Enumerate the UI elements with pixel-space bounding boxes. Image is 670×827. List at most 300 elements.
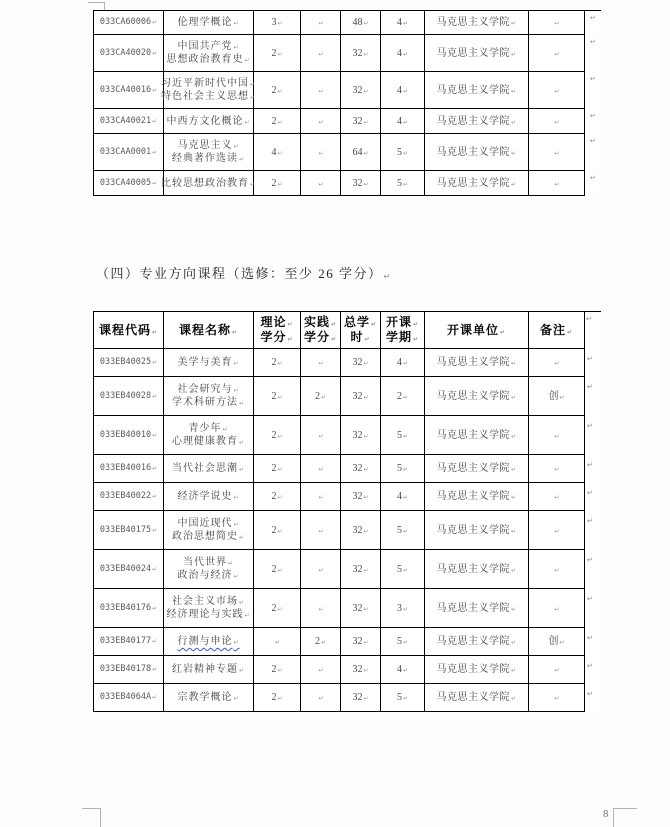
cell-theory (254, 72, 301, 109)
cell-practice-text (317, 602, 323, 615)
column-header-note-line: 备注↵ (539, 322, 574, 337)
end-of-cell-mark-icon: ↵ (554, 566, 560, 574)
end-of-cell-mark-icon: ↵ (364, 336, 371, 343)
table-row (93, 416, 601, 455)
end-of-cell-mark-icon: ↵ (554, 118, 560, 126)
end-of-cell-mark-icon: ↵ (277, 393, 283, 401)
cell-name (164, 377, 254, 416)
end-of-cell-mark-icon: ↵ (152, 666, 158, 673)
cell-theory-line: 2↵ (271, 524, 283, 536)
cell-unit (425, 416, 529, 455)
cell-practice-line (317, 177, 323, 190)
cell-hours (341, 171, 381, 196)
cell-term (381, 171, 425, 196)
cell-theory-text (271, 356, 282, 369)
cell-note (529, 589, 585, 628)
end-of-cell-mark-icon: ↵ (554, 667, 560, 674)
cell-practice-line (317, 356, 323, 369)
end-of-cell-mark-icon: ↵ (510, 20, 517, 27)
column-header-note (529, 311, 585, 349)
cell-term (381, 589, 425, 628)
cell-term-line: 5↵ (396, 177, 409, 189)
cell-hours (341, 109, 381, 134)
end-of-cell-mark-icon: ↵ (587, 517, 593, 525)
cell-code-line: 033CAA0001↵ (99, 146, 158, 157)
column-header-hours-line: 时↵ (350, 330, 371, 344)
cell-note-text (553, 146, 559, 159)
cell-code (93, 656, 164, 684)
cell-term (381, 684, 425, 712)
cell-term-line: 2↵ (396, 390, 409, 402)
cell-name-text (177, 635, 239, 648)
cell-hours-line: 32↵ (352, 664, 369, 675)
cell-unit-text (436, 429, 516, 442)
table-row (93, 455, 601, 483)
column-header-term-text (386, 330, 419, 345)
cell-note (529, 377, 585, 416)
cell-practice-line: 2↵ (314, 636, 327, 647)
end-of-row-mark (585, 109, 601, 134)
cell-term-text (397, 115, 408, 128)
cell-theory (254, 589, 301, 628)
end-of-cell-mark-icon: ↵ (320, 639, 327, 646)
column-header-practice-text (304, 330, 337, 345)
crop-mark-top-left-vertical (104, 2, 105, 10)
cell-code-text (100, 691, 157, 704)
cell-name-line: 经济学说史↵ (177, 491, 240, 502)
cell-practice (301, 349, 341, 377)
cell-unit-text (436, 16, 516, 29)
cell-hours-line: 48↵ (352, 17, 369, 28)
cell-note-text (553, 356, 559, 369)
cell-theory-text (271, 429, 282, 442)
cell-code-line: 033CA40021↵ (99, 115, 158, 126)
cell-practice-line (317, 524, 323, 537)
end-of-cell-mark-icon: ↵ (233, 521, 240, 528)
cell-note-text (553, 691, 559, 704)
cell-note-text (553, 47, 559, 60)
cell-note-text (553, 16, 559, 29)
cell-name-text (161, 77, 256, 90)
cell-term (381, 628, 425, 656)
cell-code-line: 033CA40016↵ (99, 84, 158, 95)
cell-practice-line (317, 84, 323, 97)
cell-theory-text (271, 563, 282, 576)
end-of-cell-mark-icon: ↵ (510, 87, 517, 95)
end-of-cell-mark-icon: ↵ (249, 81, 257, 88)
cell-note-text (553, 663, 559, 676)
cell-name (164, 10, 254, 35)
cell-name-text (177, 356, 239, 369)
cell-hours-line: 32↵ (352, 491, 369, 502)
end-of-cell-mark-icon: ↵ (402, 667, 409, 674)
cell-code-line: 033EB4064A↵ (99, 692, 158, 702)
cell-note-line (553, 146, 559, 159)
end-of-cell-mark-icon: ↵ (554, 494, 560, 501)
cell-hours-line: 32↵ (352, 636, 369, 647)
cell-theory-line: 2↵ (271, 692, 283, 703)
cell-note-text (553, 429, 559, 442)
cell-practice (301, 656, 341, 684)
table-row (93, 171, 601, 196)
cell-hours-text (352, 84, 368, 97)
cell-practice-text (317, 356, 323, 369)
cell-term-line: 4↵ (396, 47, 409, 59)
cell-hours (341, 684, 381, 712)
end-of-cell-mark-icon: ↵ (152, 179, 158, 187)
cell-code (93, 109, 164, 134)
cell-practice-text (317, 663, 323, 676)
cell-code (93, 35, 164, 72)
cell-name-line: 当代社会思潮↵ (171, 463, 246, 474)
end-of-row-mark (585, 589, 601, 628)
end-of-cell-mark-icon: ↵ (277, 432, 283, 440)
end-of-cell-mark-icon: ↵ (318, 149, 324, 157)
cell-name-text (161, 177, 256, 190)
end-of-cell-mark-icon: ↵ (330, 321, 338, 328)
cell-hours-line: 32↵ (352, 390, 369, 402)
cell-name-text (177, 383, 239, 396)
column-header-code-line: 课程代码↵ (98, 322, 159, 337)
cell-hours (341, 511, 381, 550)
cell-note (529, 628, 585, 656)
cell-term-line: 4↵ (396, 115, 409, 127)
cell-theory (254, 109, 301, 134)
end-of-cell-mark-icon: ↵ (318, 20, 324, 27)
cell-hours-text (352, 462, 368, 475)
cell-theory-line: 2↵ (271, 491, 283, 502)
column-header-hours (341, 311, 381, 349)
cell-practice-line: 2↵ (314, 390, 327, 402)
cell-term-text (397, 635, 408, 648)
end-of-cell-mark-icon: ↵ (277, 566, 283, 574)
column-header-theory-text (260, 315, 293, 330)
cell-practice (301, 589, 341, 628)
cell-name-text (177, 517, 239, 530)
end-of-cell-mark-icon: ↵ (510, 360, 517, 367)
end-of-cell-mark-icon: ↵ (402, 118, 409, 126)
cell-note-text (553, 177, 559, 190)
end-of-cell-mark-icon: ↵ (554, 180, 560, 188)
cell-code (93, 550, 164, 589)
cell-term (381, 550, 425, 589)
end-of-cell-mark-icon: ↵ (587, 355, 593, 363)
cell-note-line (553, 490, 559, 503)
end-of-cell-mark-icon: ↵ (554, 50, 560, 58)
end-of-cell-mark-icon: ↵ (587, 690, 593, 698)
cell-unit-text (436, 691, 516, 704)
column-header-unit (425, 311, 529, 349)
end-of-cell-mark-icon: ↵ (510, 149, 517, 157)
table-row (93, 589, 601, 628)
cell-code-text (100, 390, 157, 403)
table-header-row (93, 311, 601, 349)
column-header-code-text (99, 323, 158, 338)
cell-theory-line: 3↵ (271, 17, 283, 28)
cell-code-text (100, 462, 157, 475)
cell-unit-text (436, 47, 516, 60)
end-of-cell-mark-icon: ↵ (152, 565, 158, 573)
cell-name-line: 红岩精神专题↵ (171, 664, 246, 675)
cell-unit (425, 455, 529, 483)
cell-theory-text (274, 635, 280, 648)
end-of-cell-mark-icon: ↵ (277, 360, 283, 367)
cell-name-text (177, 16, 239, 29)
cell-code (93, 10, 164, 35)
cell-term (381, 455, 425, 483)
cell-hours-text (352, 390, 368, 403)
end-of-cell-mark-icon: ↵ (222, 426, 229, 433)
cell-theory (254, 416, 301, 455)
cell-unit-text (436, 177, 516, 190)
cell-note (529, 171, 585, 196)
end-of-cell-mark-icon: ↵ (402, 695, 409, 702)
end-of-cell-mark-icon: ↵ (510, 393, 517, 401)
end-of-cell-mark-icon: ↵ (238, 466, 246, 473)
cell-hours-text (352, 663, 368, 676)
column-header-unit-line: 开课单位↵ (446, 322, 507, 337)
end-of-cell-mark-icon: ↵ (363, 527, 369, 535)
cell-note-text (553, 563, 559, 576)
end-of-cell-mark-icon: ↵ (318, 527, 324, 535)
end-of-cell-mark-icon: ↵ (233, 360, 240, 367)
end-of-cell-mark-icon: ↵ (510, 180, 517, 188)
cell-hours-text (352, 563, 368, 576)
cell-note (529, 684, 585, 712)
end-of-cell-mark-icon: ↵ (277, 667, 283, 674)
cell-unit (425, 35, 529, 72)
cell-term-line: 5↵ (396, 692, 409, 703)
crop-mark-bottom-left-horizontal (82, 808, 101, 809)
cell-practice-text (317, 524, 323, 537)
cell-hours (341, 589, 381, 628)
cell-name (164, 511, 254, 550)
cell-term (381, 656, 425, 684)
cell-hours-line: 32↵ (352, 563, 369, 575)
cell-practice (301, 171, 341, 196)
end-of-cell-mark-icon: ↵ (318, 50, 324, 58)
cell-code (93, 72, 164, 109)
cell-term-line: 4↵ (396, 84, 409, 96)
cell-note (529, 416, 585, 455)
end-of-cell-mark-icon: ↵ (277, 494, 283, 501)
cell-note-text (553, 115, 559, 128)
cell-theory (254, 377, 301, 416)
cell-term (381, 416, 425, 455)
end-of-cell-mark-icon: ↵ (587, 662, 593, 670)
cell-hours (341, 35, 381, 72)
cell-note (529, 455, 585, 483)
column-header-name-text (179, 323, 238, 338)
table-row (93, 35, 601, 72)
cell-practice-line (317, 462, 323, 475)
end-of-cell-mark-icon: ↵ (233, 639, 240, 646)
cell-hours-line: 32↵ (352, 429, 369, 441)
cell-name (164, 550, 254, 589)
cell-hours-line: 32↵ (352, 84, 369, 96)
end-of-cell-mark-icon: ↵ (238, 156, 246, 163)
cell-name-text (172, 663, 245, 676)
cell-hours (341, 134, 381, 171)
cell-practice (301, 72, 341, 109)
end-of-row-mark (585, 134, 601, 171)
cell-practice-line (317, 602, 323, 615)
end-of-cell-mark-icon: ↵ (152, 86, 158, 94)
cell-hours (341, 455, 381, 483)
cell-code-line: 033EB40176↵ (99, 602, 158, 613)
end-of-cell-mark-icon: ↵ (277, 149, 283, 157)
cell-code-line: 033EB40016↵ (99, 463, 158, 473)
end-of-cell-mark-icon: ↵ (152, 526, 158, 534)
cell-term-line: 4↵ (396, 357, 409, 368)
cell-theory-line: 2↵ (271, 47, 283, 59)
end-of-cell-mark-icon: ↵ (249, 180, 257, 188)
cell-hours-text (352, 429, 368, 442)
cell-unit-line: 马克思主义学院↵ (436, 602, 517, 614)
cell-theory-text (271, 390, 282, 403)
end-of-cell-mark-icon: ↵ (152, 359, 158, 366)
end-of-cell-mark-icon: ↵ (238, 400, 246, 407)
cell-name-line: 习近平新时代中国↵ (160, 78, 257, 89)
cell-unit (425, 109, 529, 134)
table-row (93, 377, 601, 416)
end-of-cell-mark-icon: ↵ (363, 432, 369, 440)
end-of-cell-mark-icon: ↵ (402, 20, 409, 27)
cell-name (164, 684, 254, 712)
end-of-cell-mark-icon: ↵ (402, 605, 409, 613)
cell-hours-line: 32↵ (352, 692, 369, 703)
cell-practice (301, 455, 341, 483)
cell-unit-text (436, 663, 516, 676)
cell-note (529, 483, 585, 511)
cell-name-line: 当代世界↵ (182, 557, 235, 568)
end-of-cell-mark-icon: ↵ (152, 638, 158, 645)
end-of-cell-mark-icon: ↵ (554, 87, 560, 95)
cell-theory-text (271, 524, 282, 537)
table-row (93, 349, 601, 377)
cell-code-text (100, 356, 157, 369)
cell-hours-text (352, 490, 368, 503)
cell-unit-text (436, 84, 516, 97)
cell-unit-line: 马克思主义学院↵ (436, 664, 517, 675)
cell-name-line: 思想政治教育史↵ (166, 54, 251, 65)
cell-code-text (100, 563, 157, 576)
cell-unit (425, 377, 529, 416)
cell-name-line: 社会研究与↵ (177, 384, 240, 395)
cell-name-text (172, 435, 245, 448)
cell-hours-text (352, 635, 368, 648)
cell-name (164, 134, 254, 171)
cell-hours-line: 32↵ (352, 524, 369, 536)
cell-unit-line: 马克思主义学院↵ (436, 115, 517, 127)
end-of-cell-mark-icon: ↵ (152, 431, 158, 439)
cell-term-line: 3↵ (396, 602, 409, 614)
end-of-cell-mark-icon: ↵ (590, 14, 596, 22)
cell-theory-line: 2↵ (271, 115, 283, 127)
cell-practice (301, 134, 341, 171)
cell-term-text (397, 356, 408, 369)
end-of-cell-mark-icon: ↵ (510, 667, 517, 674)
cell-term-line: 4↵ (396, 491, 409, 502)
cell-code-text (100, 84, 157, 97)
cell-unit-line: 马克思主义学院↵ (436, 463, 517, 474)
cell-term (381, 10, 425, 35)
cell-theory (254, 171, 301, 196)
cell-note-text (553, 490, 559, 503)
end-of-cell-mark-icon: ↵ (554, 149, 560, 157)
cell-note (529, 72, 585, 109)
cell-note-line (553, 429, 559, 442)
cell-note (529, 134, 585, 171)
cell-code-text (100, 47, 157, 60)
cell-name-line: 中西方文化概论↵ (166, 115, 251, 127)
cell-unit-line: 马克思主义学院↵ (436, 524, 517, 536)
end-of-cell-mark-icon: ↵ (510, 466, 517, 473)
cell-practice-line (317, 146, 323, 159)
cell-practice-text (315, 390, 326, 403)
end-of-cell-mark-icon: ↵ (244, 57, 251, 64)
end-of-cell-mark-icon: ↵ (363, 180, 369, 188)
cell-unit-text (436, 524, 516, 537)
end-of-cell-mark-icon: ↵ (587, 595, 593, 603)
end-of-cell-mark-icon: ↵ (277, 466, 283, 473)
cell-unit-line: 马克思主义学院↵ (436, 17, 517, 28)
end-of-cell-mark-icon: ↵ (559, 393, 565, 401)
cell-theory (254, 35, 301, 72)
end-of-cell-mark-icon: ↵ (554, 466, 560, 473)
cell-practice-text (317, 429, 323, 442)
end-of-row-mark (585, 10, 601, 35)
cell-name-line: 政治思想简史↵ (171, 531, 246, 542)
cell-name-line: 宗教学概论↵ (177, 692, 240, 703)
cell-name-text (172, 396, 245, 409)
crop-mark-top-left-horizontal (88, 2, 105, 3)
end-of-cell-mark-icon: ↵ (152, 392, 158, 400)
cell-note-line (553, 663, 559, 676)
cell-unit-text (436, 390, 516, 403)
cell-term-text (397, 84, 408, 97)
end-of-cell-mark-icon: ↵ (151, 328, 159, 336)
cell-code-line: 033EB40177↵ (99, 636, 158, 646)
cell-term-text (397, 390, 408, 403)
column-header-theory-line: 理论↵ (260, 315, 294, 329)
cell-unit-line: 马克思主义学院↵ (436, 146, 517, 158)
end-of-cell-mark-icon: ↵ (402, 180, 409, 188)
cell-note (529, 349, 585, 377)
cell-note-line (553, 84, 559, 97)
cell-hours (341, 72, 381, 109)
cell-name-line: 青少年↵ (188, 423, 229, 434)
end-of-cell-mark-icon: ↵ (277, 527, 283, 535)
cell-theory-text (271, 490, 282, 503)
cell-unit (425, 628, 529, 656)
cell-practice-line (317, 691, 323, 704)
cell-note (529, 35, 585, 72)
cell-code-text (100, 663, 157, 676)
end-of-cell-mark-icon: ↵ (590, 174, 596, 182)
end-of-cell-mark-icon: ↵ (510, 432, 517, 440)
cell-hours-line: 32↵ (352, 47, 369, 59)
cell-practice-line (317, 563, 323, 576)
column-header-term-line: 学期↵ (385, 330, 420, 344)
end-of-cell-mark-icon: ↵ (277, 180, 283, 188)
end-of-cell-mark-icon: ↵ (152, 19, 158, 26)
end-of-cell-mark-icon: ↵ (363, 466, 369, 473)
cell-practice (301, 550, 341, 589)
cell-unit (425, 171, 529, 196)
column-header-hours-line: 总学↵ (343, 315, 378, 329)
cell-name-line: 特色社会主义思想↵ (160, 91, 257, 102)
